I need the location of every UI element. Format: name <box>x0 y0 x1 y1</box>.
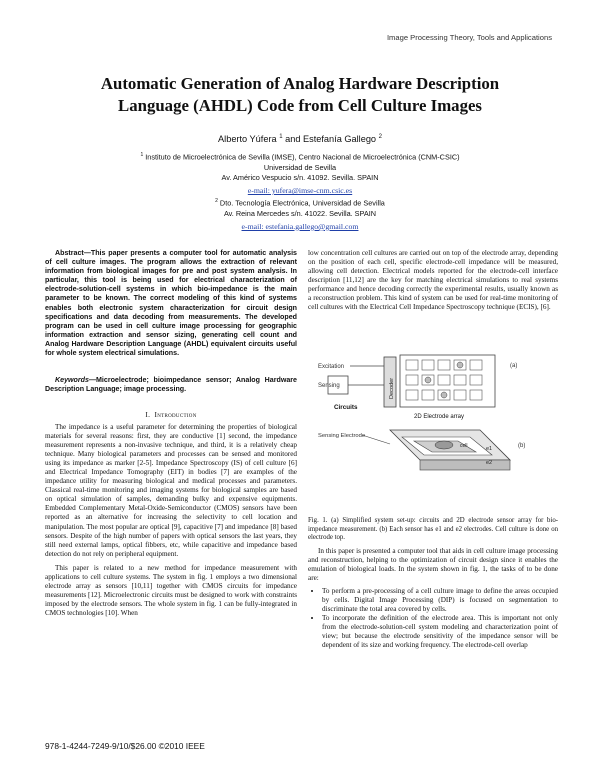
right-body-top <box>308 249 558 312</box>
author-2-sup: 2 <box>378 134 382 140</box>
figure-b-label: (b) <box>518 443 526 449</box>
running-header: Image Processing Theory, Tools and Applications <box>386 33 552 42</box>
label-sensing-electrode: Sensing Electrode <box>318 433 366 439</box>
cell-dot <box>425 377 431 383</box>
author-line <box>40 134 560 144</box>
title-line-1: Automatic Generation of Analog Hardware Description <box>100 74 500 93</box>
keywords-label: Keywords <box>55 376 89 384</box>
figure-1a <box>318 355 517 420</box>
page-footer: 978-1-4244-7249-9/10/$26.00 ©2010 IEEE <box>45 741 205 751</box>
electrode-array <box>400 355 495 407</box>
right-paragraph-2: In this paper is presented a computer tool that aids in cell culture image processing and reconstruction, helping to the optimization of circuit design since it enables the emulation of biological loads. In the system shown in fig. 1, the tasks of to be done are: <box>308 547 558 583</box>
intro-body <box>45 423 297 618</box>
intro-paragraph-1: The impedance is a useful parameter for determining the properties of biological materials for several reasons: first, they are conductive [1] second, the impedance measurement represents a non-invasive technique, and third, it is a relatively cheap technique. Many biological parameters and processes can be sensed and monitored using its impedance as marker [2-5]. Impedance Spectroscopy (IS) of cell culture [6] and Electrical Impedance Tomography (EIT) in bodies [7] are examples of the impedance utility for measuring biological and medical processes and parameters. Classical real-time monitoring and imaging systems for biological samples are based on optical simulation of samples, demanding bulky and expensive equipments. Embedded Complementary Metal-Oxide-Semiconductor (CMOS) sensors have been reported as an alternative for increasing the selectivity to cell location and manipulation. The most popular are optical [9], capacitive [7] and impedance [8] based sensors. Despite of the high number of papers with optical sensors the last years, they still need external lamps, optical fibbers, etc, while capacitive and impedance based detection do not rely on peripheral equipment. <box>45 423 297 558</box>
title-line-2: Language (AHDL) Code from Cell Culture Images <box>118 96 482 115</box>
affiliation-2-line-1: Dto. Tecnología Electrónica, Universidad de Sevilla <box>219 198 385 208</box>
figure-1 <box>310 352 560 512</box>
task-list <box>308 587 558 650</box>
keywords-text: Microelectrode; bioimpedance sensor; Analog Hardware Description Language; image processing. <box>45 376 297 394</box>
label-excitation: Excitation <box>318 364 345 370</box>
label-decoder: Decoder <box>389 377 395 399</box>
label-sensing: Sensing <box>318 383 340 389</box>
intro-paragraph-2: This paper is related to a new method for impedance measurement with applications to cell culture systems. The system in fig. 1 employs a two dimensional electrode array as sensors [10,11] together with CMOS circuits for impedance measurements [12]. Microelectronic circuits must be designed to work with constraints imposed by the electrode sensors. The whole system in fig. 1 can be fully-integrated in CMOS technologies [10]. When <box>45 563 297 617</box>
cell-dot <box>441 392 447 398</box>
right-paragraph-1: low concentration cell cultures are carried out on top of the electrode array, depending on the position of each cell, specific electrode-cell impedance will be measured, allowing cell detection. Electrical models reported for the electrode-cell interface description [11,12] are the key for matching electrical simulations to real systems performance and hence decoding correctly the experimental results, usually known as a reconstruction problem. This kind of system can be used for real-time monitoring of cell cultures with the Electrical Cell Impedance Spectroscopy technique (ECIS), [6]. <box>308 249 558 312</box>
affiliation-1-sup: 1 <box>140 152 144 158</box>
task-list-item-1: • To perform a pre-processing of a cell culture image to define the areas occupied by cells. Digital Image Processing (DIP) is focused on segmentation to discriminate the total area covered by cells. <box>322 587 558 614</box>
abstract-text: This paper presents a computer tool for automatic analysis of cell culture images. The program allows the extraction of relevant information from biological images for pre and post system analysis. In particular, this tool is being used for electrical characterization of electrode-solution-cell systems in which bio-impedance is the main parameter to be known. The correct modeling of this kind of systems enables both electronic system characterization for circuit design specifications and data decoding from measurements. The developed program can be used in cell culture image processing for geographic information extraction and sensor sizing, generating cell count and Analog Hardware Description Language (AHDL) equivalent circuits useful for whole system electrical simulations. <box>45 249 297 358</box>
substrate <box>420 460 510 470</box>
label-cell: cell <box>460 443 468 449</box>
keywords: Keywords—Microelectrode; bioimpedance sensor; Analog Hardware Description Language; image processing. <box>45 376 297 394</box>
author-and: and <box>285 134 301 145</box>
figure-a-label: (a) <box>510 363 518 369</box>
affiliation-1-email[interactable]: e-mail: yufera@imse-cnm.csic.es <box>247 186 353 196</box>
label-circuits: Circuits <box>334 404 358 411</box>
affiliation-2 <box>40 196 560 232</box>
pointer-line <box>362 435 390 444</box>
affiliation-2-line-2: Av. Reina Mercedes s/n. 41022. Sevilla. SPAIN <box>223 208 377 218</box>
section-1-heading <box>45 410 297 419</box>
affiliation-1-line-2: Universidad de Sevilla <box>263 162 337 172</box>
cell-dot <box>457 362 463 368</box>
affiliation-1 <box>40 150 560 196</box>
abstract: Abstract—This paper presents a computer tool for automatic analysis of cell culture images. The program allows the extraction of relevant information from biological images for pre and post system analysis. In particular, this tool is being used for electrical characterization of electrode-solution-cell systems in which bio-impedance is the main parameter to be known. The correct modeling of this kind of systems enables both electronic system characterization for circuit design specifications and data decoding from measurements. The developed program can be used in cell culture image processing for geographic information extraction and sensor sizing, generating cell count and Analog Hardware Description Language (AHDL) equivalent circuits useful for whole system electrical simulations. <box>45 249 297 358</box>
cell-on-electrode <box>435 441 453 449</box>
abstract-label: Abstract <box>55 249 84 257</box>
section-1-title: Introduction <box>154 410 197 419</box>
author-2-name: Estefanía Gallego <box>303 134 377 145</box>
affiliation-2-email[interactable]: e-mail: estefania.gallego@gmail.com <box>241 221 359 231</box>
figure-1-caption: Fig. 1. (a) Simplified system set-up: circuits and 2D electrode sensor array for bio-impedance measurement. (b) Each sensor has e1 and e2 electrodes. Cell culture is done on electrode top. <box>308 517 558 542</box>
affiliation-1-line-1: Instituto de Microelectrónica de Sevilla (IMSE), Centro Nacional de Microelectrónica (CNM-CSIC) <box>145 152 460 162</box>
right-body-bottom <box>308 547 558 651</box>
task-list-item-2: • To incorporate the definition of the electrode area. This is important not only from the electrode-solution-cell system modeling and characterization point of view; but because the electrode sensitivity of the impedance sensor will be dependent of its size and working frequency. The electrode-cell overlap <box>322 614 558 650</box>
label-e2: e2 <box>486 460 493 466</box>
affiliation-1-line-3: Av. Américo Vespucio s/n. 41092. Sevilla. SPAIN <box>221 172 379 182</box>
author-1-name: Alberto Yúfera <box>218 134 277 145</box>
affiliation-2-sup: 2 <box>215 198 218 204</box>
author-1-sup: 1 <box>279 134 283 140</box>
label-e1: e1 <box>486 446 493 452</box>
label-array: 2D Electrode array <box>414 414 465 420</box>
section-1-number: I. <box>145 410 151 419</box>
figure-1b <box>318 430 525 470</box>
paper-title <box>40 73 560 117</box>
